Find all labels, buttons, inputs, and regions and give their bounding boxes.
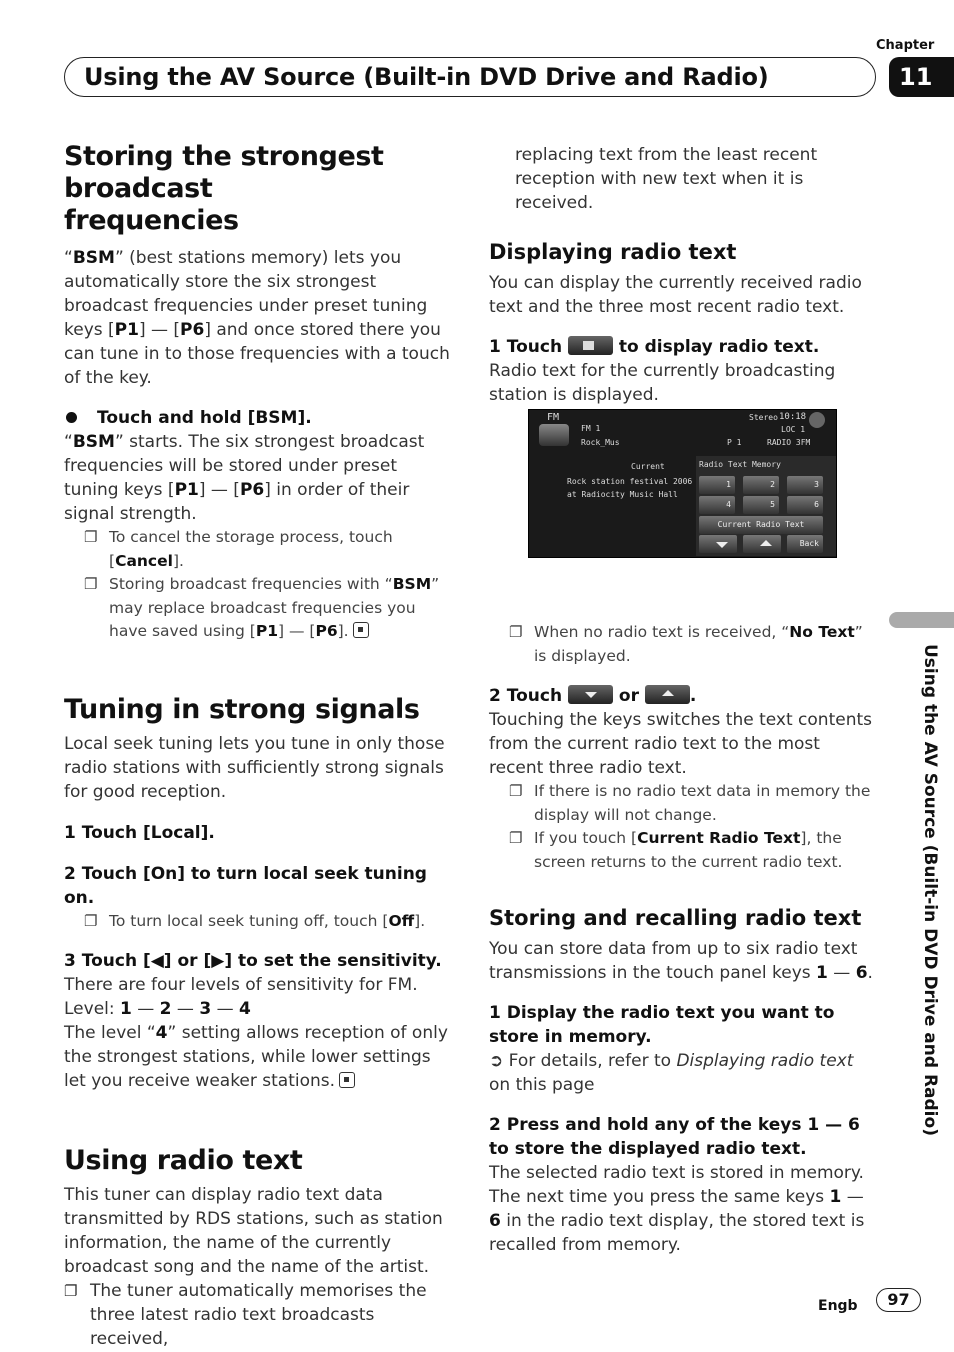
bsm-intro-paragraph: “BSM” (best stations memory) lets you automatically store the six strongest broadcast frequencies under preset tuning keys [P1] — [P6] and once stored there you can tune in to those frequencies with a touch of the key. — [64, 248, 450, 388]
left-column — [64, 141, 454, 1351]
screen-p-label: P 1 — [727, 438, 742, 447]
screen-key-6: 6 — [787, 496, 823, 514]
screen-back-icon — [539, 424, 569, 446]
display-step-2: 2 Touch or . — [489, 686, 697, 706]
note-box-icon: ❐ — [509, 829, 523, 847]
note-box-icon: ❐ — [509, 623, 523, 641]
note-box-icon: ❐ — [84, 575, 98, 593]
page-header-title: Using the AV Source (Built-in DVD Drive and Radio) — [84, 63, 769, 91]
chapter-number: 11 — [889, 57, 954, 97]
level-values: Level: 1 — 2 — 3 — 4 — [64, 999, 251, 1019]
store-step-2-result: The selected radio text is stored in memory. The next time you press the same keys 1 — 6 in the radio text display, the stored text is recalled from memory. — [489, 1163, 865, 1255]
screen-key-4: 4 — [699, 496, 735, 514]
radio-text-screen-image — [528, 409, 837, 558]
down-arrow-button-icon — [568, 685, 613, 704]
sensitivity-levels-paragraph: There are four levels of sensitivity for FM. — [64, 975, 418, 995]
screen-text-line-1: Rock station festival 2006 — [567, 477, 693, 486]
screen-preset: FM 1 — [581, 424, 601, 433]
end-mark-icon — [339, 1072, 355, 1088]
screen-key-1: 1 — [699, 476, 735, 494]
bsm-step: Touch and hold [BSM]. — [64, 406, 454, 430]
screen-down-key — [699, 535, 737, 553]
display-step-2-result: Touching the keys switches the text contents from the current radio text to the most recent three radio text. — [489, 710, 872, 778]
note-box-icon: ❐ — [84, 528, 98, 546]
screen-key-3: 3 — [787, 476, 823, 494]
bullet-icon — [66, 412, 77, 423]
screen-current-label: Current — [631, 462, 665, 471]
section-title-displaying-radio-text: Displaying radio text — [489, 240, 737, 264]
note-box-icon: ❐ — [84, 911, 98, 930]
right-column — [489, 141, 874, 1257]
note-continuation: replacing text from the least recent reception with new text when it is received. — [515, 145, 818, 213]
radio-text-intro: This tuner can display radio text data transmitted by RDS stations, such as station information, the name of the currently broadcast song and the name of the artist. — [64, 1185, 443, 1277]
screen-stereo: Stereo — [749, 413, 778, 422]
local-step-2: 2 Touch [On] to turn local seek tuning on. — [64, 863, 427, 908]
screen-band: FM — [547, 412, 560, 423]
screen-logo-icon — [809, 412, 825, 428]
section-title-storing-strongest: Storing the strongest broadcast frequencies — [64, 141, 384, 236]
end-mark-icon — [353, 622, 369, 638]
displaying-intro: You can display the currently received radio text and the three most recent radio text. — [489, 273, 862, 317]
screen-loc: LOC 1 — [781, 425, 806, 434]
display-step-1: 1 Touch to display radio text. — [489, 337, 820, 357]
screen-up-key — [743, 535, 781, 553]
side-tab-marker — [889, 612, 954, 628]
note-local-off: ❐ To turn local seek tuning off, touch [Off]. — [64, 910, 454, 934]
screen-radio-label: RADIO 3FM — [767, 438, 811, 447]
note-current-radio-text: ❐ If you touch [Current Radio Text], the screen returns to the current radio text. — [509, 829, 843, 871]
chapter-label: Chapter — [876, 38, 935, 53]
screen-back-key: Back — [787, 535, 823, 553]
display-step-1-result: Radio text for the currently broadcasting station is displayed. — [489, 361, 836, 405]
page-number: 97 — [876, 1288, 921, 1312]
store-step-1: 1 Display the radio text you want to store in memory. — [489, 1003, 835, 1047]
note-cancel-storage: ❐ To cancel the storage process, touch [Cancel]. — [84, 528, 393, 570]
note-box-icon: ❐ — [64, 1282, 78, 1300]
screen-current-radio-text-key: Current Radio Text — [699, 516, 823, 534]
local-step-3: 3 Touch [◀] or [▶] to set the sensitivity. — [64, 951, 442, 971]
up-arrow-button-icon — [645, 685, 690, 704]
note-memorises: ❐ The tuner automatically memorises the three latest radio text broadcasts received, — [64, 1281, 427, 1349]
bsm-starts-paragraph: “BSM” starts. The six strongest broadcast frequencies will be stored under preset tuning keys [P1] — [P6] in order of their signal strength. — [64, 432, 425, 524]
screen-memory-title: Radio Text Memory — [699, 460, 781, 469]
side-tab-title: Using the AV Source (Built-in DVD Drive and Radio) — [920, 644, 940, 1136]
screen-clock: 10:18 — [779, 412, 807, 422]
note-no-text: ❐ When no radio text is received, “No Text” is displayed. — [509, 623, 863, 665]
footer-language: Engb — [818, 1298, 858, 1314]
screen-key-5: 5 — [743, 496, 779, 514]
note-bsm-replace: ❐ Storing broadcast frequencies with “BSM” may replace broadcast frequencies you have saved using [P1] — [P6]. — [84, 575, 440, 640]
screen-key-2: 2 — [743, 476, 779, 494]
section-title-storing-recalling: Storing and recalling radio text — [489, 906, 862, 930]
note-box-icon: ❐ — [509, 782, 523, 800]
radio-text-button-icon — [568, 336, 613, 355]
screen-station-name: Rock_Mus — [581, 438, 620, 447]
storing-intro: You can store data from up to six radio text transmissions in the touch panel keys 1 — 6. — [489, 939, 873, 983]
store-reference: ➲ For details, refer to Displaying radio text on this page — [489, 1051, 854, 1095]
section-title-tuning-strong: Tuning in strong signals — [64, 693, 420, 725]
note-no-memory: ❐ If there is no radio text data in memory the display will not change. — [509, 782, 871, 824]
local-step-1: 1 Touch [Local]. — [64, 822, 215, 843]
screen-text-line-2: at Radiocity Music Hall — [567, 490, 678, 499]
reference-link[interactable]: Displaying radio text — [676, 1051, 854, 1071]
section-title-using-radio-text: Using radio text — [64, 1145, 303, 1176]
level-4-paragraph: The level “4” setting allows reception of only the strongest stations, while lower settings let you receive weaker stations. — [64, 1023, 448, 1091]
local-seek-paragraph: Local seek tuning lets you tune in only those radio stations with sufficiently strong signals for good reception. — [64, 733, 445, 802]
store-step-2: 2 Press and hold any of the keys 1 — 6 to store the displayed radio text. — [489, 1115, 860, 1159]
